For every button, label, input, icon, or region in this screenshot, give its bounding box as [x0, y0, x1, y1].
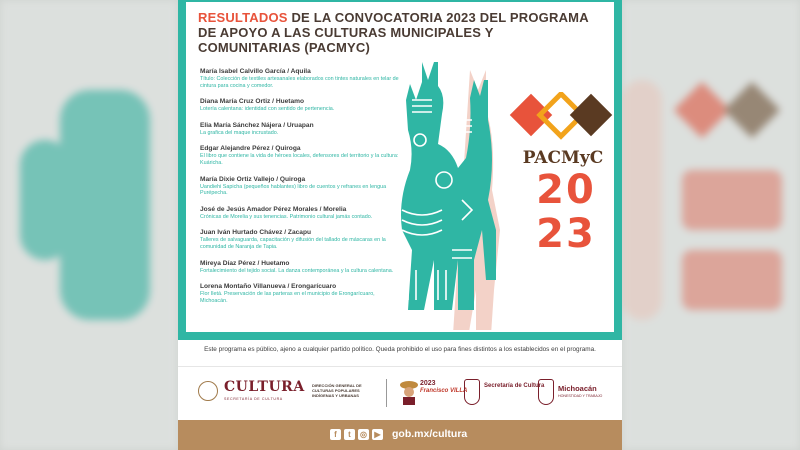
entry-name: Edgar Alejandre Pérez / Quiroga	[200, 145, 301, 153]
list-item	[200, 98, 400, 113]
year-bottom: 23	[536, 211, 596, 257]
website-link[interactable]: gob.mx/cultura	[392, 428, 468, 440]
entry-desc: Lotería calentana: identidad con sentido de pertenencia.	[200, 106, 335, 113]
michoacan-text: Michoacán	[558, 384, 597, 393]
year-top: 20	[536, 167, 596, 213]
list-item	[200, 176, 400, 197]
institution-logos-bar	[178, 366, 622, 419]
facebook-icon[interactable]: f	[330, 429, 341, 440]
year-logo: 2023	[420, 380, 436, 387]
year-display	[511, 168, 621, 256]
mexico-seal-icon	[198, 381, 218, 401]
entry-name: Juan Iván Hurtado Chávez / Zacapu	[200, 229, 312, 237]
twitter-icon[interactable]: t	[344, 429, 355, 440]
pacmyc-logo-diamonds	[508, 92, 618, 142]
michoacan-crest-icon	[538, 379, 554, 405]
michoacan-subtitle: HONESTIDAD Y TRABAJO	[558, 394, 603, 398]
background-blur-right	[622, 0, 800, 450]
list-item	[200, 68, 400, 89]
entry-desc: Flor Iletá. Preservación de las parteras en el municipio de Erongarícuaro, Michoacán.	[200, 291, 375, 304]
entry-name: Elia María Sánchez Nájera / Uruapan	[200, 121, 314, 129]
footer-bar	[178, 420, 622, 450]
entry-name: José de Jesús Amador Pérez Morales / Morelia	[200, 205, 347, 213]
entry-desc: Título: Colección de textiles artesanales elaborados con tintes naturales en telar de cintura para cocina y comedor.	[200, 76, 399, 89]
list-item	[200, 283, 400, 304]
entry-desc: Uandiehi Sapicha (pequeños hablantes) libro de cuentos y refranes en lengua Purépecha.	[200, 183, 387, 197]
entry-desc: Fortalecimiento del tejido social. La danza contemporánea y la cultura calentana.	[200, 267, 394, 274]
poster	[178, 0, 622, 450]
title-highlight: RESULTADOS	[198, 10, 288, 25]
disclaimer-text: Este programa es público, ajeno a cualquier partido político. Queda prohibido el uso para fines distintos a los establecidos en el programa.	[204, 346, 596, 353]
entry-desc: El libro que contiene la vida de héroes locales, defensores del territorio y la cultura: Kuáricha.	[200, 153, 399, 166]
entry-desc: La grafica del maque incrustado.	[200, 129, 279, 136]
brand-name: PACMyC	[522, 148, 604, 168]
list-item	[200, 229, 400, 250]
list-item	[200, 260, 400, 275]
entry-name: Lorena Montaño Villanueva / Erongarícuaro	[200, 283, 337, 291]
poster-title	[198, 10, 598, 55]
dgcpiu-text: DIRECCIÓN GENERAL DE CULTURAS POPULARES INDÍGENAS Y URBANAS	[312, 383, 362, 398]
entry-desc: Crónicas de Morelia y sus tenencias. Patrimonio cultural jamás contado.	[200, 213, 373, 220]
social-icons	[330, 429, 383, 440]
villa-logo-text: Francisco VILLA	[420, 388, 468, 394]
entry-name: María Dixie Ortiz Vallejo / Quiroga	[200, 175, 306, 183]
logo-divider	[386, 379, 387, 407]
entry-name: Mireya Díaz Pérez / Huetamo	[200, 259, 290, 267]
entry-desc: Talleres de salvaguarda, capacitación y difusión del tallado de máscaras en la comunidad de Naranja de Tapia.	[200, 237, 386, 250]
title-rest: DE LA CONVOCATORIA 2023 DEL PROGRAMA DE APOYO A LAS CULTURAS MUNICIPALES Y COMUNITARIAS (PACMYC)	[198, 10, 589, 55]
instagram-icon[interactable]: ◎	[358, 429, 369, 440]
villa-portrait-icon	[400, 379, 418, 405]
list-item	[200, 122, 400, 137]
secretaria-cultura-text: Secretaría de Cultura	[484, 383, 545, 389]
results-list	[200, 68, 400, 313]
background-blur-left	[0, 0, 178, 450]
entry-name: María Isabel Calvillo García / Aquila	[200, 68, 311, 75]
list-item	[200, 145, 400, 166]
entry-name: Diana María Cruz Ortiz / Huetamo	[200, 98, 305, 106]
indigenous-figure-illustration	[382, 60, 512, 330]
cultura-logo-text: CULTURA	[224, 379, 305, 395]
cultura-subtitle: SECRETARÍA DE CULTURA	[224, 397, 283, 401]
list-item	[200, 206, 400, 221]
michoacan-crest-icon	[464, 379, 480, 405]
youtube-icon[interactable]: ▶	[372, 429, 383, 440]
